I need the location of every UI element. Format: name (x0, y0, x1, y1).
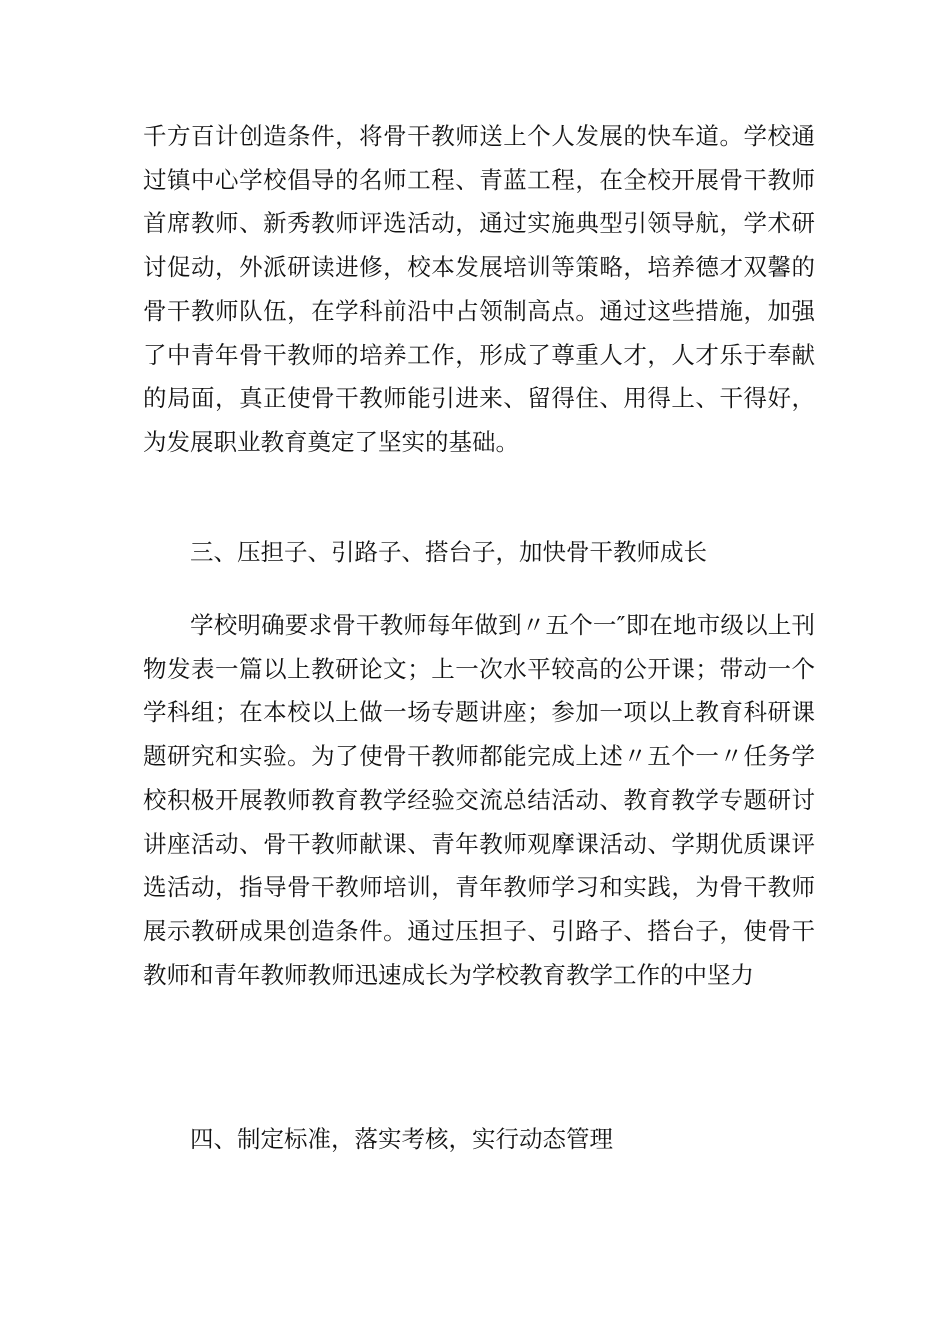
paragraph-core-teacher-development: 千方百计创造条件，将骨干教师送上个人发展的快车道。学校通过镇中心学校倡导的名师工程、青蓝工程，在全校开展骨干教师首席教师、新秀教师评选活动，通过实施典型引领导航，学术研讨促动，外派研读进修，校本发展培训等策略，培养德才双馨的骨干教师队伍，在学科前沿中占领制高点。通过这些措施，加强了中青年骨干教师的培养工作，形成了尊重人才，人才乐于奉献的局面，真正使骨干教师能引进来、留得住、用得上、干得好，为发展职业教育奠定了坚实的基础。 (143, 122, 815, 456)
section-heading-three: 三、压担子、引路子、搭台子，加快骨干教师成长 (190, 538, 707, 566)
paragraph-five-ones-requirement: 学校明确要求骨干教师每年做到〃五个一″即在地市级以上刊物发表一篇以上教研论文；上一次水平较高的公开课；带动一个学科组；在本校以上做一场专题讲座；参加一项以上教育科研课题研究和实验。为了使骨干教师都能完成上述〃五个一〃任务学校积极开展教师教育教学经验交流总结活动、教育教学专题研讨讲座活动、骨干教师献课、青年教师观摩课活动、学期优质课评选活动，指导骨干教师培训，青年教师学习和实践，为骨干教师展示教研成果创造条件。通过压担子、引路子、搭台子，使骨干教师和青年教师教师迅速成长为学校教育教学工作的中坚力 (143, 611, 815, 989)
section-heading-four: 四、制定标准，落实考核，实行动态管理 (190, 1125, 613, 1153)
